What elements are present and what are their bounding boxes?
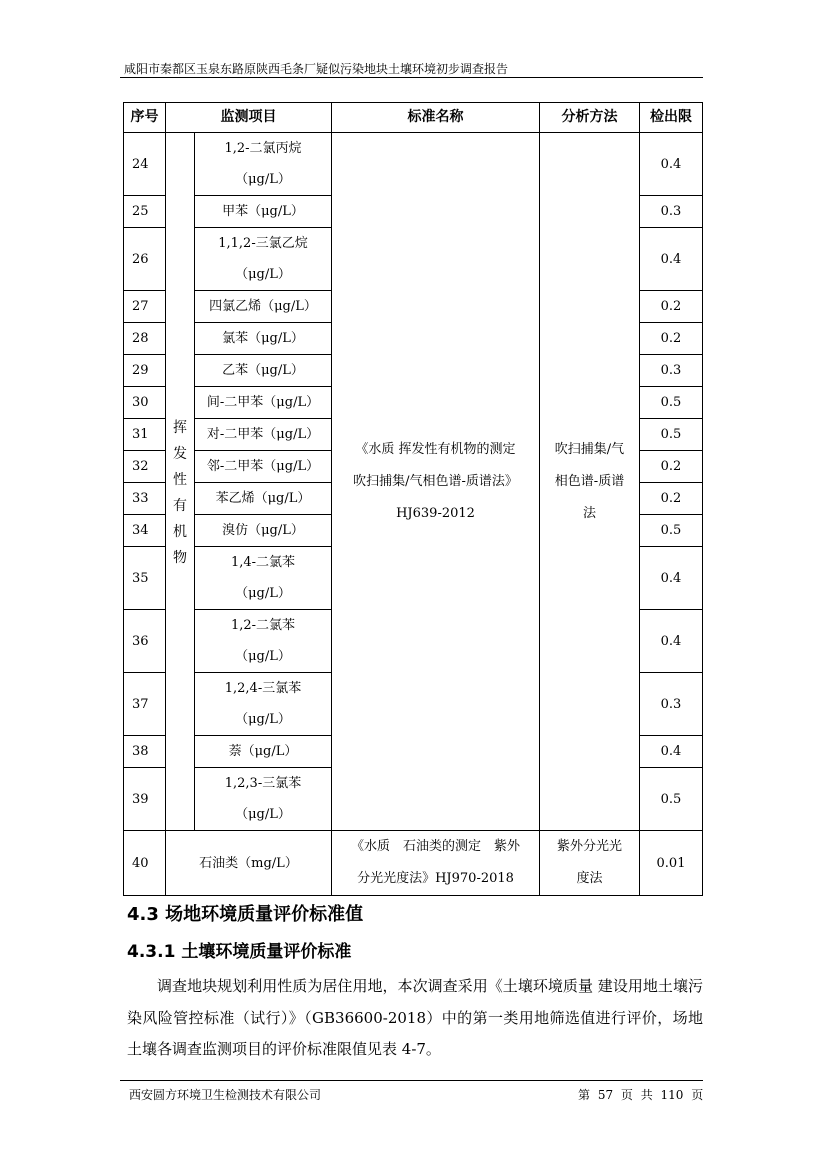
- row-seq: 24: [124, 133, 166, 196]
- item-unit: （μg/L）: [235, 807, 291, 822]
- category-char: 挥: [173, 420, 187, 436]
- category-char: 有: [173, 498, 187, 514]
- method-line: 吹扫捕集/气: [554, 441, 625, 457]
- category-cell: [166, 133, 195, 831]
- row-limit: 0.4: [640, 736, 703, 768]
- voc-method-cell: [540, 133, 640, 831]
- row-seq: 37: [124, 673, 166, 736]
- row-limit: 0.5: [640, 419, 703, 451]
- standard-line: 吹扫捕集/气相色谱-质谱法》: [353, 473, 518, 489]
- footer-company: 西安圆方环境卫生检测技术有限公司: [129, 1088, 322, 1102]
- row-seq: 27: [124, 291, 166, 323]
- row-limit: 0.4: [640, 228, 703, 291]
- section-heading: 4.3 场地环境质量评价标准值: [127, 904, 364, 925]
- standard-line: HJ639-2012: [396, 505, 475, 521]
- row-limit: 0.2: [640, 323, 703, 355]
- row-seq: 33: [124, 483, 166, 515]
- header-item: 监测项目: [166, 103, 332, 133]
- header-seq: 序号: [124, 103, 166, 133]
- row-item: 氯苯（μg/L）: [195, 323, 332, 355]
- row-limit: 0.4: [640, 610, 703, 673]
- standard-line: 分光光度法》HJ970-2018: [357, 871, 514, 886]
- row-limit: 0.2: [640, 451, 703, 483]
- row-seq: 32: [124, 451, 166, 483]
- table-header-row: [124, 103, 703, 133]
- header-standard: 标准名称: [332, 103, 540, 133]
- row-seq: 39: [124, 768, 166, 831]
- row-limit: 0.5: [640, 387, 703, 419]
- method-line: 紫外分光光: [556, 839, 622, 854]
- row-limit: 0.2: [640, 291, 703, 323]
- row-item: 石油类（mg/L）: [166, 831, 332, 896]
- footer-page-number: 第 57 页 共 110 页: [578, 1088, 704, 1102]
- oil-standard-cell: [332, 831, 540, 896]
- monitoring-table: [123, 102, 703, 896]
- row-seq: 25: [124, 196, 166, 228]
- header-method: 分析方法: [540, 103, 640, 133]
- row-item: 四氯乙烯（μg/L）: [195, 291, 332, 323]
- row-item: [195, 768, 332, 831]
- row-seq: 30: [124, 387, 166, 419]
- standard-line: 《水质 挥发性有机物的测定: [355, 441, 516, 457]
- row-item: 乙苯（μg/L）: [195, 355, 332, 387]
- row-limit: 0.4: [640, 133, 703, 196]
- item-unit: （μg/L）: [235, 586, 291, 601]
- category-char: 物: [173, 550, 187, 566]
- row-seq: 35: [124, 547, 166, 610]
- row-item: [195, 133, 332, 196]
- oil-method-cell: [540, 831, 640, 896]
- category-char: 机: [173, 524, 187, 540]
- item-unit: （μg/L）: [235, 172, 291, 187]
- row-item: 甲苯（μg/L）: [195, 196, 332, 228]
- row-seq: 34: [124, 515, 166, 547]
- row-seq: 31: [124, 419, 166, 451]
- item-name: 1,2,3-三氯苯: [224, 776, 302, 791]
- row-item: [195, 673, 332, 736]
- method-line: 相色谱-质谱: [554, 473, 625, 489]
- row-item: 溴仿（μg/L）: [195, 515, 332, 547]
- row-seq: 26: [124, 228, 166, 291]
- subsection-heading: 4.3.1 土壤环境质量评价标准: [127, 942, 352, 962]
- row-limit: 0.5: [640, 515, 703, 547]
- row-limit: 0.01: [640, 831, 703, 896]
- row-seq: 38: [124, 736, 166, 768]
- method-line: 法: [582, 505, 596, 521]
- item-name: 1,2,4-三氯苯: [224, 681, 302, 696]
- row-item: 萘（μg/L）: [195, 736, 332, 768]
- header-limit: 检出限: [640, 103, 703, 133]
- item-unit: （μg/L）: [235, 649, 291, 664]
- row-item: [195, 610, 332, 673]
- row-item: 邻-二甲苯（μg/L）: [195, 451, 332, 483]
- row-limit: 0.2: [640, 483, 703, 515]
- row-item: [195, 228, 332, 291]
- row-seq: 28: [124, 323, 166, 355]
- category-char: 性: [173, 472, 187, 488]
- body-paragraph: 调查地块规划利用性质为居住用地，本次调查采用《土壤环境质量 建设用地土壤污染风险管控标准（试行）》（GB36600-2018）中的第一类用地筛选值进行评价，场地土壤各调查监测项目的评价标准限值见表 4-7。: [127, 977, 703, 1058]
- row-limit: 0.3: [640, 196, 703, 228]
- row-item: 间-二甲苯（μg/L）: [195, 387, 332, 419]
- row-seq: 40: [124, 831, 166, 896]
- row-seq: 36: [124, 610, 166, 673]
- item-unit: （μg/L）: [235, 712, 291, 727]
- item-unit: （μg/L）: [235, 267, 291, 282]
- header-divider: [120, 77, 703, 78]
- item-name: 1,4-二氯苯: [230, 555, 296, 570]
- row-limit: 0.3: [640, 673, 703, 736]
- row-limit: 0.4: [640, 547, 703, 610]
- row-item: 对-二甲苯（μg/L）: [195, 419, 332, 451]
- method-line: 度法: [576, 871, 603, 886]
- footer-divider: [120, 1080, 703, 1081]
- item-name: 1,2-二氯苯: [230, 618, 296, 633]
- table-row: [124, 133, 703, 196]
- standard-line: 《水质 石油类的测定 紫外: [350, 839, 520, 854]
- item-name: 1,2-二氯丙烷: [224, 141, 302, 156]
- category-char: 发: [173, 446, 187, 462]
- page-header-title: 咸阳市秦都区玉泉东路原陕西毛条厂疑似污染地块土壤环境初步调查报告: [124, 62, 509, 76]
- voc-standard-cell: [332, 133, 540, 831]
- table-row-oil: [124, 831, 703, 896]
- item-name: 1,1,2-三氯乙烷: [218, 236, 308, 251]
- row-limit: 0.5: [640, 768, 703, 831]
- row-seq: 29: [124, 355, 166, 387]
- row-limit: 0.3: [640, 355, 703, 387]
- row-item: 苯乙烯（μg/L）: [195, 483, 332, 515]
- row-item: [195, 547, 332, 610]
